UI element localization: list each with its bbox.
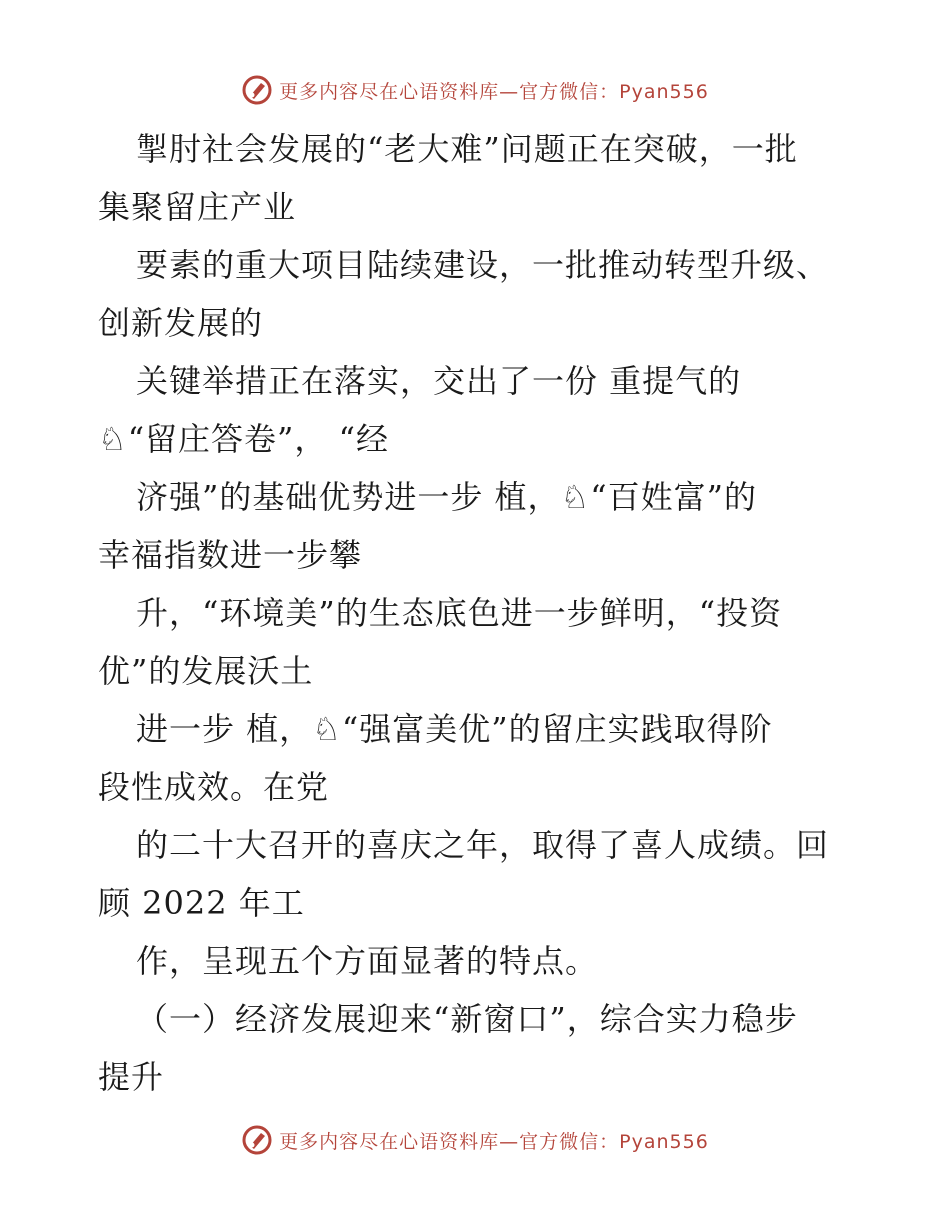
text-line: 的二十大召开的喜庆之年，取得了喜人成绩。回	[136, 826, 830, 864]
text-line: 创新发展的	[98, 304, 264, 342]
text-line: 优”的发展沃土	[98, 652, 314, 690]
text-line: 幸福指数进一步攀	[98, 536, 363, 574]
document-body	[98, 120, 858, 1106]
text-line: 关键举措正在落实，交出了一份 重提气的	[136, 362, 742, 400]
logo-icon	[241, 1124, 273, 1156]
text-line: 段性成效。在党	[98, 768, 330, 806]
text-line: 要素的重大项目陆续建设，一批推动转型升级、	[136, 246, 830, 284]
text-line: 进一步 植，♘“强富美优”的留庄实践取得阶	[136, 710, 773, 748]
header-watermark	[0, 70, 950, 110]
section-heading: （一）经济发展迎来“新窗口”，综合实力稳步	[136, 1000, 798, 1038]
text-line: 作，呈现五个方面显著的特点。	[136, 942, 599, 980]
logo-icon	[241, 74, 273, 106]
text-line: 济强”的基础优势进一步 植，♘“百姓富”的	[136, 478, 757, 516]
text-line: 集聚留庄产业	[98, 188, 297, 226]
text-line: 升，“环境美”的生态底色进一步鲜明，“投资	[136, 594, 783, 632]
text-line: 顾 2022 年工	[98, 884, 305, 922]
header-watermark-text: 更多内容尽在心语资料库—官方微信：Pyan556	[279, 80, 709, 103]
text-line: 掣肘社会发展的“老大难”问题正在突破，一批	[136, 130, 798, 168]
text-line: ♘“留庄答卷”， “经	[98, 420, 389, 458]
footer-watermark-text: 更多内容尽在心语资料库—官方微信：Pyan556	[279, 1130, 709, 1153]
text-line: 提升	[98, 1058, 165, 1096]
footer-watermark	[0, 1120, 950, 1160]
